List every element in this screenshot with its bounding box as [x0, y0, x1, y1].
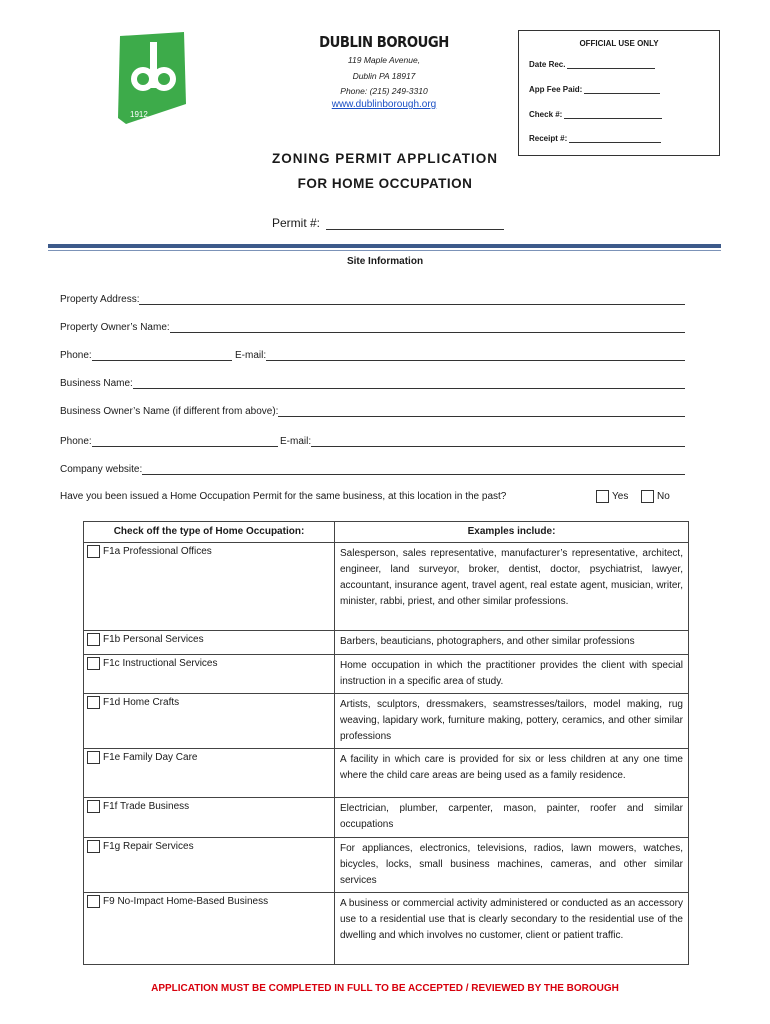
table-row [84, 631, 689, 655]
business-owner-field[interactable]: Business Owner’s Name (if different from above): [60, 403, 685, 417]
footer-notice: APPLICATION MUST BE COMPLETED IN FULL TO BE ACCEPTED / REVIEWED BY THE BOROUGH [151, 983, 619, 994]
option-f1b[interactable]: F1b Personal Services [87, 633, 331, 646]
email-field-2[interactable]: E-mail: [280, 433, 685, 447]
table-row [84, 749, 689, 798]
table-row [84, 543, 689, 631]
f1g-checkbox[interactable] [87, 840, 100, 853]
col-header-examples: Examples include: [335, 522, 689, 543]
examples-f1b: Barbers, beauticians, photographers, and other similar professions [335, 631, 689, 655]
option-f1d[interactable]: F1d Home Crafts [87, 696, 331, 709]
org-address: 119 Maple Avenue, [347, 55, 421, 65]
examples-f9: A business or commercial activity administered or conducted as an accessory use to a residential use that is clearly secondary to the residential use of the dwelling and which involves no customer, client or patient traffic. [335, 893, 689, 965]
property-address-field[interactable]: Property Address: [60, 291, 685, 305]
no-checkbox[interactable] [641, 490, 654, 503]
borough-logo [116, 32, 188, 124]
f1b-checkbox[interactable] [87, 633, 100, 646]
examples-f1e: A facility in which care is provided for six or less children at any one time where the child care areas are being used as a family residence. [335, 749, 689, 798]
permit-number-field[interactable] [272, 216, 504, 230]
email-field-1[interactable]: E-mail: [235, 347, 685, 361]
phone-field-1[interactable]: Phone: [60, 347, 232, 361]
f1c-checkbox[interactable] [87, 657, 100, 670]
examples-f1g: For appliances, electronics, televisions, radios, lawn mowers, watches, bicycles, locks, small business machines, cameras, and other similar services [335, 838, 689, 893]
f1d-checkbox[interactable] [87, 696, 100, 709]
divider-thick [48, 244, 721, 248]
examples-f1a: Salesperson, sales representative, manufacturer’s representative, architect, engineer, land surveyor, broker, dentist, doctor, psychiatrist, lawyer, accountant, insurance agent, travel agent, real estate agent, musician, writer, minister, rabbi, priest, and other similar professions. [335, 543, 689, 631]
col-header-type: Check off the type of Home Occupation: [84, 522, 335, 543]
logo-year: 1912 [130, 110, 148, 119]
permit-label: Permit #: [272, 216, 321, 230]
f1a-checkbox[interactable] [87, 545, 100, 558]
official-use-title: OFFICIAL USE ONLY [579, 39, 659, 48]
table-header-row [84, 522, 689, 543]
examples-f1c: Home occupation in which the practitioner provides the client with special instruction in a specific area of study. [335, 655, 689, 694]
yes-checkbox[interactable] [596, 490, 609, 503]
site-information-heading: Site Information [346, 256, 424, 267]
answer-no[interactable]: No [641, 490, 670, 503]
table-row [84, 694, 689, 749]
examples-f1d: Artists, sculptors, dressmakers, seamstresses/tailors, model making, rug weaving, lapidary work, furniture making, pottery, ceramics, and other similar professions [335, 694, 689, 749]
phone-field-2[interactable]: Phone: [60, 433, 278, 447]
official-use-box [518, 30, 720, 156]
f9-checkbox[interactable] [87, 895, 100, 908]
table-row [84, 655, 689, 694]
table-row [84, 838, 689, 893]
answer-yes[interactable]: Yes [596, 490, 628, 503]
table-row [84, 893, 689, 965]
divider-thin [48, 250, 721, 251]
option-f1f[interactable]: F1f Trade Business [87, 800, 331, 813]
option-f1c[interactable]: F1c Instructional Services [87, 657, 331, 670]
home-occupation-table [83, 521, 689, 965]
org-website-link[interactable]: www.dublinborough.org [331, 99, 437, 110]
option-f1g[interactable]: F1g Repair Services [87, 840, 331, 853]
check-number-field[interactable]: Check #: [529, 109, 662, 119]
option-f1e[interactable]: F1e Family Day Care [87, 751, 331, 764]
option-f1a[interactable]: F1a Professional Offices [87, 545, 331, 558]
f1f-checkbox[interactable] [87, 800, 100, 813]
business-name-field[interactable]: Business Name: [60, 375, 685, 389]
previous-permit-question: Have you been issued a Home Occupation Permit for the same business, at this location in the past? [60, 491, 507, 502]
org-phone: Phone: (215) 249-3310 [340, 86, 428, 96]
option-f9[interactable]: F9 No-Impact Home-Based Business [87, 895, 331, 908]
org-name: DUBLIN BOROUGH [319, 33, 449, 51]
form-title-line2: FOR HOME OCCUPATION [297, 176, 473, 191]
table-row [84, 798, 689, 838]
f1e-checkbox[interactable] [87, 751, 100, 764]
form-title-line1: ZONING PERMIT APPLICATION [272, 151, 498, 166]
property-owner-field[interactable]: Property Owner’s Name: [60, 319, 685, 333]
org-city: Dublin PA 18917 [352, 71, 416, 81]
examples-f1f: Electrician, plumber, carpenter, mason, painter, roofer and similar occupations [335, 798, 689, 838]
receipt-number-field[interactable]: Receipt #: [529, 133, 661, 143]
app-fee-paid-field[interactable]: App Fee Paid: [529, 84, 660, 94]
company-website-field[interactable]: Company website: [60, 461, 685, 475]
date-rec-field[interactable]: Date Rec. [529, 59, 655, 69]
